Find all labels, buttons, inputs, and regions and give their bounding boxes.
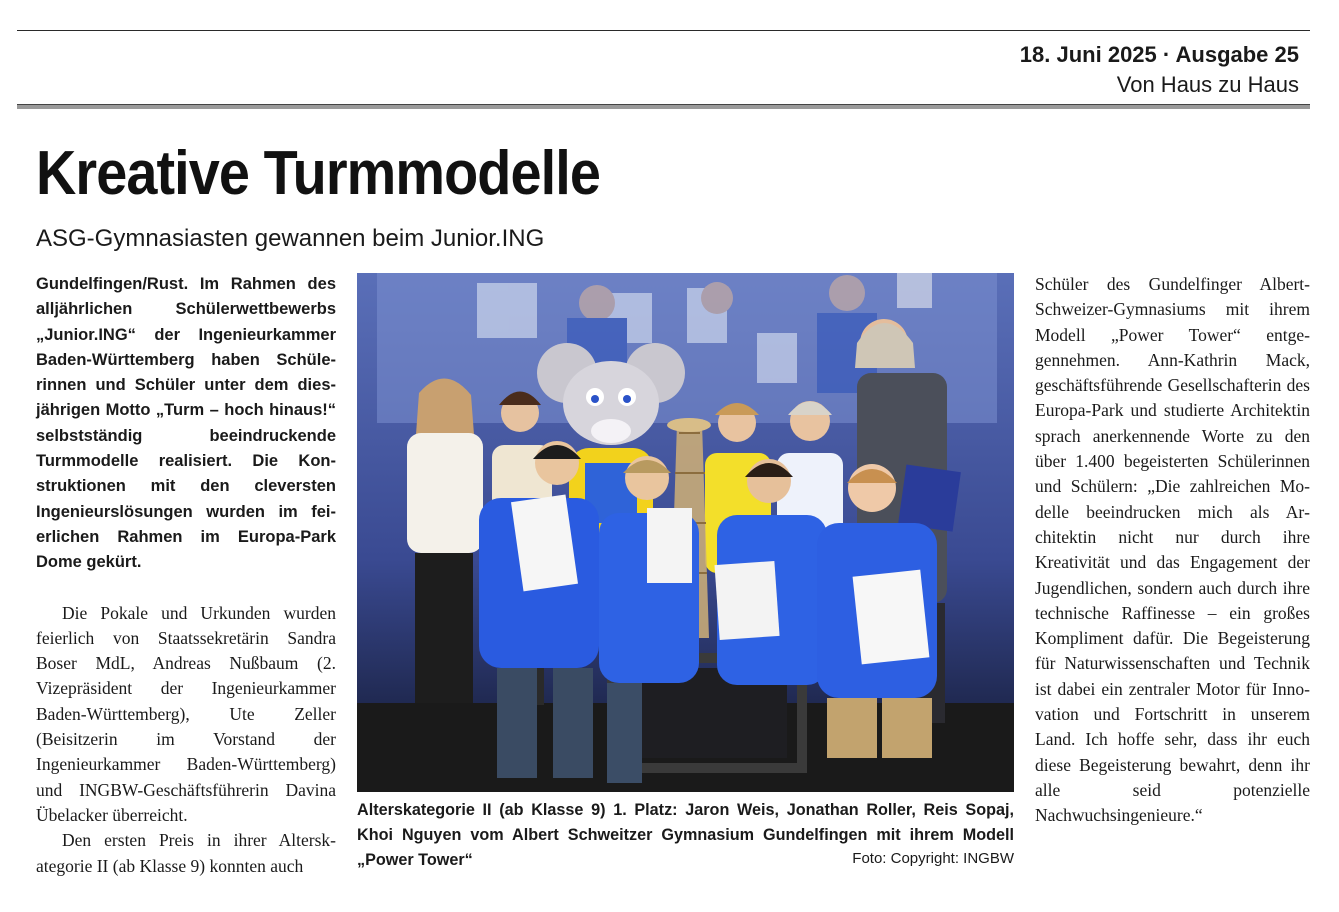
body-paragraph-1: Die Pokale und Urkunden wurden feierlich von Staatssekretärin Sandra Boser MdL, Andreas Nußbaum (2. Vizepräsident der Ingenieurkammer Baden-Württemberg), Ute Zeller (Beisitzerin im Vorstand der Ingenieurkammer Baden-Württemberg) und INGBW-Geschäftsführerin Davina Übelacker überreicht. [36,602,336,825]
section-title: Von Haus zu Haus [1116,72,1299,97]
issue-date: 18. Juni 2025 · Ausgabe 25 [1019,42,1299,67]
column-right [1035,272,1310,829]
body-paragraph-2: Den ersten Preis in ihrer Alterskategorie II (ab Klasse 9) konnten auch [36,830,336,876]
article-headline: Kreative Turmmodelle [36,139,600,208]
column-left [36,272,336,879]
body-paragraph-3: Schüler des Gundelfinger Albert-Schweizer-Gymnasiums mit ihrem Modell „Power Tower“ entgegennehmen. Ann-Kathrin Mack, geschäftsführende Gesellschafterin des Europa-Park und studierte Architektin sprach anerkennende Worte zu den über 1.400 begeisterten Schülerinnen und Schülern: „Die zahlreichen Modelle beeindrucken mich als Architektin nicht nur durch ihre Kreativität und das Engagement der Jugendlichen, sondern auch durch ihre technische Raffinesse – ein großes Kompliment dafür. Die Begeisterung für Naturwissenschaften und Technik ist dabei ein zentraler Motor für Innovation und Fortschritt in unserem Land. Ich hoffe sehr, dass ihr euch diese Begeisterung bewahrt, denn ihr alle seid potenzielle Nachwuchsingenieure.“ [1035,274,1310,826]
lead-paragraph: Gundelfingen/Rust. Im Rahmen des alljährlichen Schülerwettbewerbs „Junior.ING“ der Ingenieurkammer Baden-Württemberg haben Schülerinnen und Schüler unter dem diesjährigen Motto „Turm – hoch hinaus!“ selbstständig beeindruckende Turmmodelle realisiert. Die Konstruktionen mit den cleversten Ingenieurslösungen wurden im feierlichen Rahmen im Europa-Park Dome gekürt. [36,275,336,572]
header-rule-bottom [17,104,1310,109]
header-rule-top [17,30,1310,31]
article-subheadline: ASG-Gymnasiasten gewannen beim Junior.ING [36,225,545,252]
award-ceremony-illustration [357,273,1014,792]
article-photo [357,273,1014,792]
photo-caption: Alterskategorie II (ab Klasse 9) 1. Platz: Jaron Weis, Jonathan Roller, Reis Sopaj, Khoi Nguyen vom Albert Schweitzer Gymnasium Gundelfingen mit ihrem Modell „Power Tower“ [357,801,1014,869]
photo-credit: Foto: Copyright: INGBW [852,850,1014,867]
